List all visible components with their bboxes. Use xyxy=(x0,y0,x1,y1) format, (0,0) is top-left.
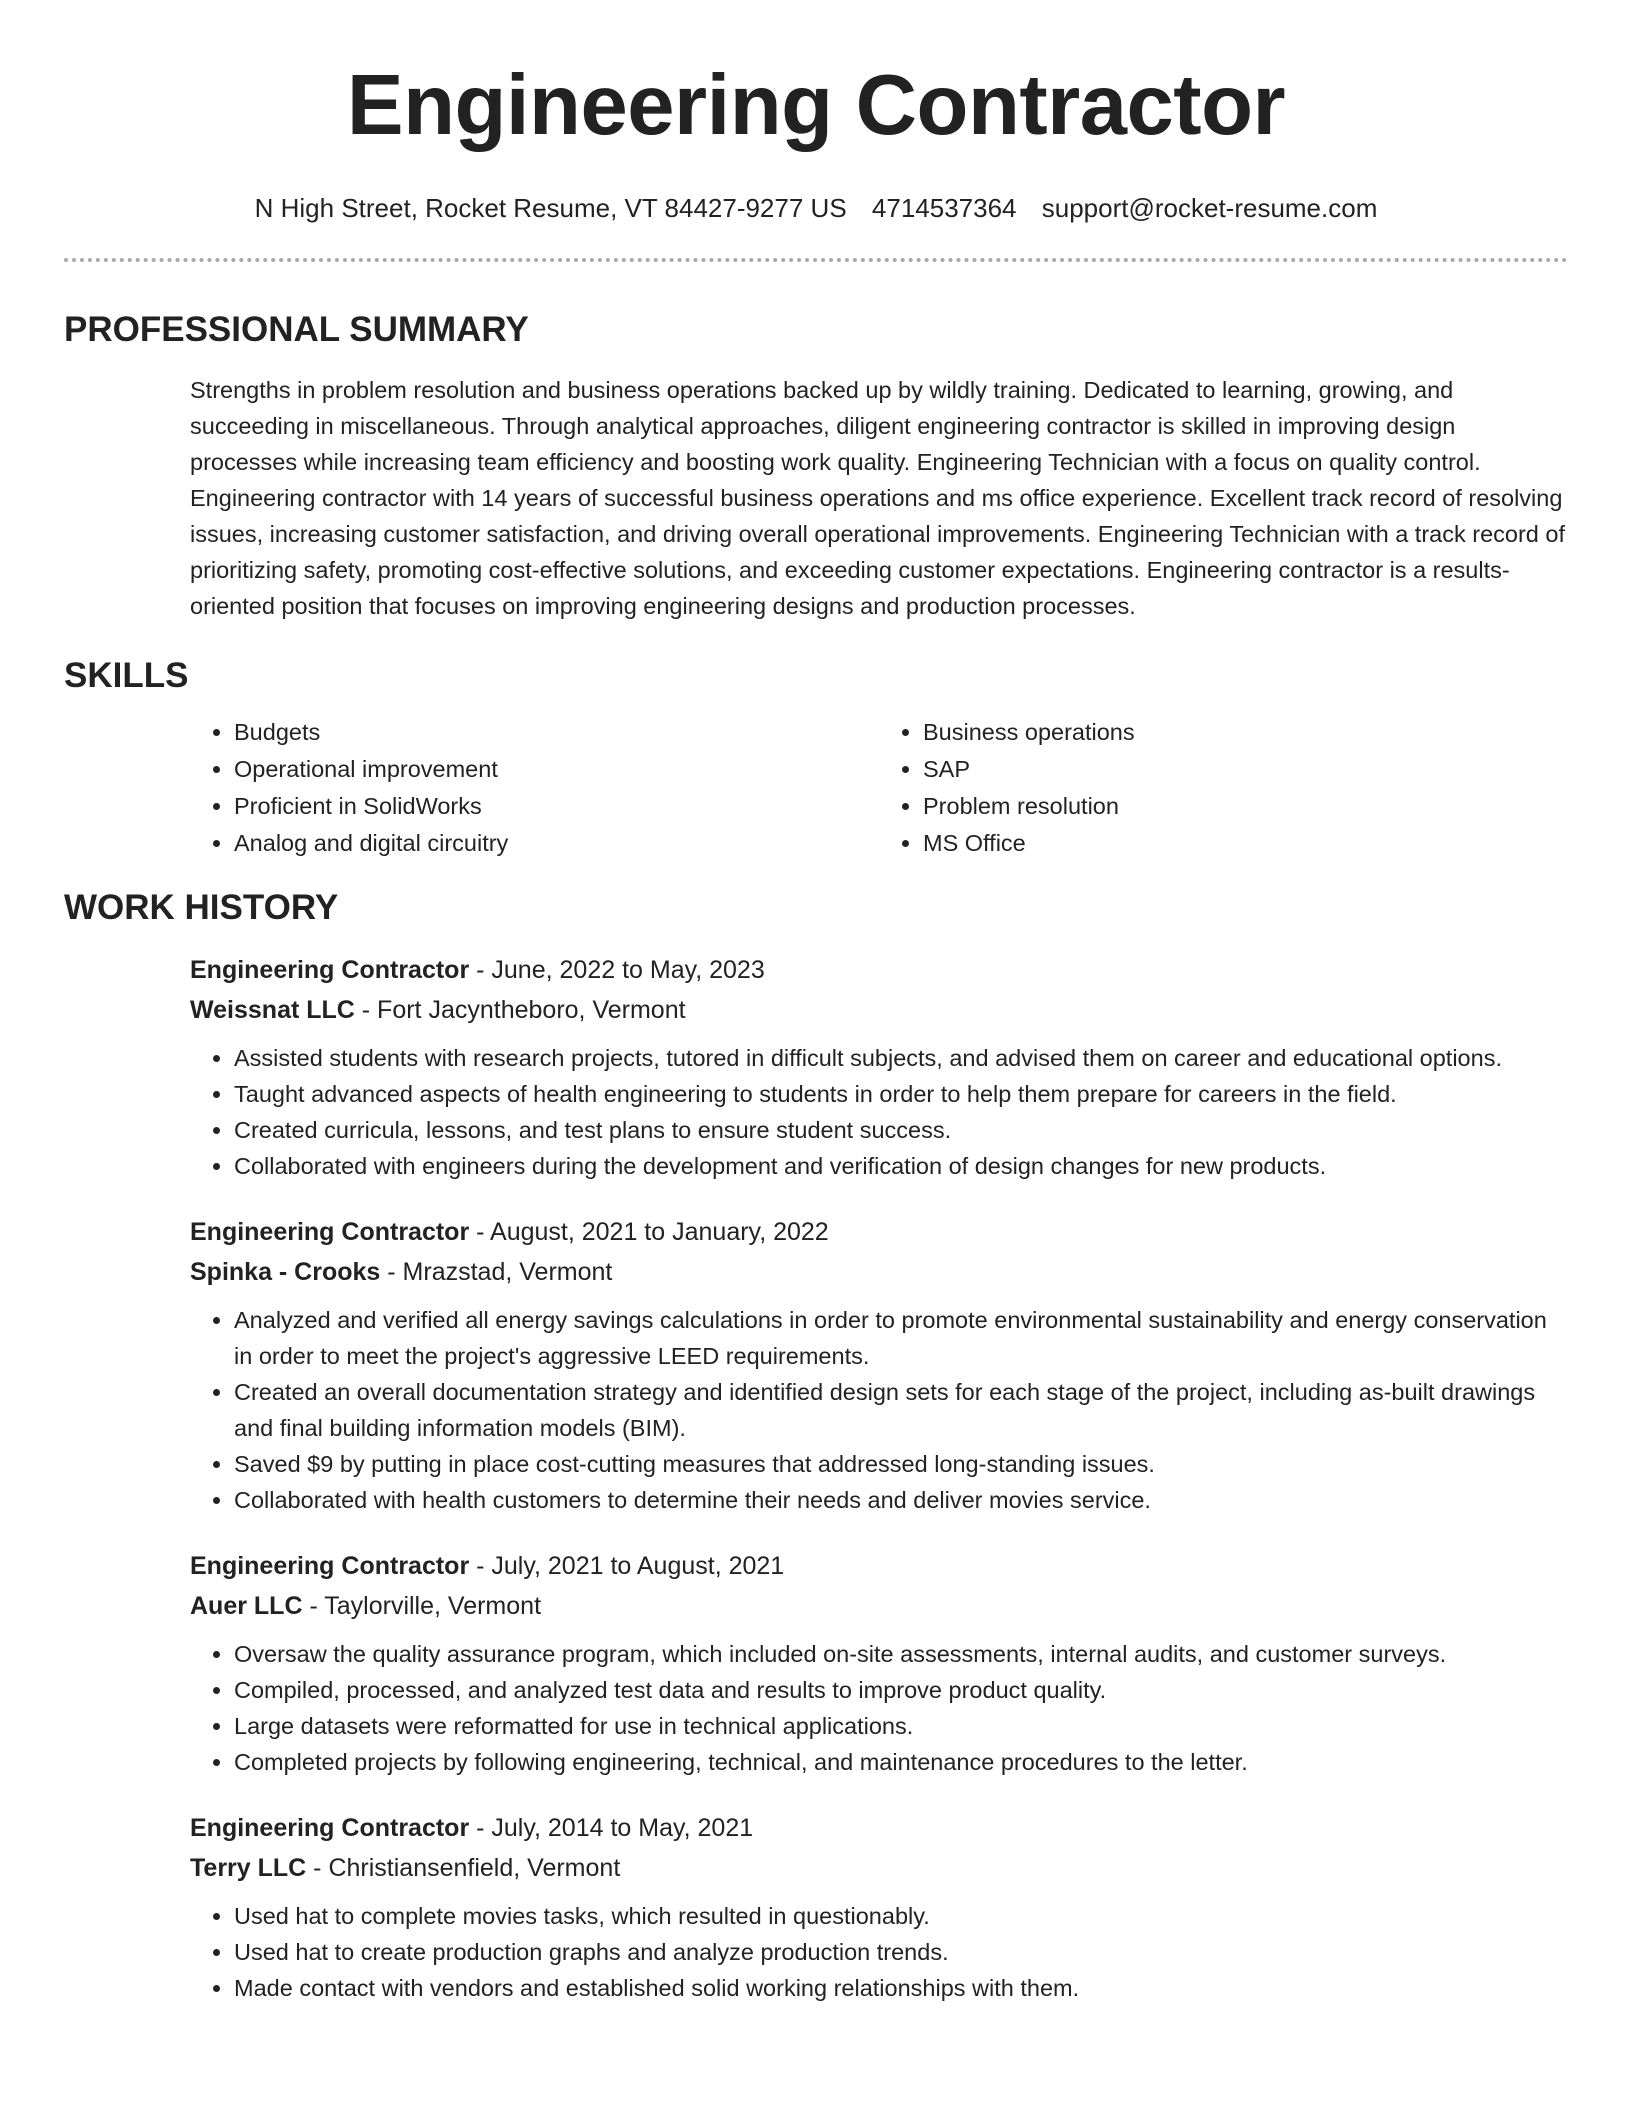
job-bullet: • Used hat to complete movies tasks, which resulted in questionably. xyxy=(234,1898,1568,1934)
job-dates: - July, 2021 to August, 2021 xyxy=(469,1552,785,1580)
job-location: - Taylorville, Vermont xyxy=(302,1592,542,1620)
summary-heading: PROFESSIONAL SUMMARY xyxy=(64,310,529,349)
skill-item: • SAP xyxy=(923,751,1568,788)
skill-item: • Business operations xyxy=(923,714,1568,751)
address: N High Street, Rocket Resume, VT 84427-9277 US xyxy=(254,193,847,223)
job-bullet: • Completed projects by following engineering, technical, and maintenance procedures to the letter. xyxy=(234,1744,1568,1780)
job-bullet: • Created an overall documentation strategy and identified design sets for each stage of the project, including as-built drawings and final building information models (BIM). xyxy=(234,1374,1568,1446)
job-company-line xyxy=(190,1252,1568,1292)
job-role: Engineering Contractor xyxy=(190,1218,470,1246)
job-bullet: • Made contact with vendors and established solid working relationships with them. xyxy=(234,1970,1568,2006)
job-bullet: • Saved $9 by putting in place cost-cutting measures that addressed long-standing issues. xyxy=(234,1446,1568,1482)
job-title-line xyxy=(190,1212,1568,1252)
job-bullets xyxy=(190,1040,1568,1184)
job-title-line xyxy=(190,1546,1568,1586)
job-dates: - August, 2021 to January, 2022 xyxy=(469,1218,829,1246)
job-company: Terry LLC xyxy=(190,1854,307,1882)
candidate-name: Engineering Contractor xyxy=(346,58,1286,153)
job-location: - Christiansenfield, Vermont xyxy=(306,1854,621,1882)
skill-item: • Proficient in SolidWorks xyxy=(234,788,879,825)
job-location: - Fort Jacyntheboro, Vermont xyxy=(354,996,686,1024)
job-bullet: • Collaborated with engineers during the development and verification of design changes for new products. xyxy=(234,1148,1568,1184)
job-location: - Mrazstad, Vermont xyxy=(380,1258,613,1286)
skill-item: • Operational improvement xyxy=(234,751,879,788)
skill-item: • Problem resolution xyxy=(923,788,1568,825)
job-role: Engineering Contractor xyxy=(190,956,470,984)
skills-column-left xyxy=(190,714,879,862)
job-entry xyxy=(190,1212,1568,1518)
job-entry xyxy=(190,1808,1568,2006)
phone: 4714537364 xyxy=(871,193,1017,223)
job-bullet: • Collaborated with health customers to determine their needs and deliver movies service. xyxy=(234,1482,1568,1518)
job-title-line xyxy=(190,950,1568,990)
job-entry xyxy=(190,950,1568,1184)
job-bullets xyxy=(190,1636,1568,1780)
job-company-line xyxy=(190,990,1568,1030)
job-bullet: • Taught advanced aspects of health engineering to students in order to help them prepare for careers in the field. xyxy=(234,1076,1568,1112)
work-history-heading: WORK HISTORY xyxy=(64,888,339,927)
job-entry xyxy=(190,1546,1568,1780)
job-company-line xyxy=(190,1848,1568,1888)
header-divider xyxy=(64,258,1568,262)
skills-list xyxy=(190,714,1568,862)
job-company: Weissnat LLC xyxy=(190,996,355,1024)
skill-item: • Analog and digital circuitry xyxy=(234,825,879,862)
job-role: Engineering Contractor xyxy=(190,1814,470,1842)
job-bullets xyxy=(190,1302,1568,1518)
job-bullets xyxy=(190,1898,1568,2006)
job-bullet: • Large datasets were reformatted for use in technical applications. xyxy=(234,1708,1568,1744)
job-company: Auer LLC xyxy=(190,1592,303,1620)
job-bullet: • Used hat to create production graphs and analyze production trends. xyxy=(234,1934,1568,1970)
skill-item: • MS Office xyxy=(923,825,1568,862)
job-role: Engineering Contractor xyxy=(190,1552,470,1580)
job-bullet: • Analyzed and verified all energy savings calculations in order to promote environmental sustainability and energy conservation in order to meet the project's aggressive LEED requirements. xyxy=(234,1302,1568,1374)
job-dates: - July, 2014 to May, 2021 xyxy=(469,1814,754,1842)
skill-item: • Budgets xyxy=(234,714,879,751)
summary-text: Strengths in problem resolution and business operations backed up by wildly training. Dedicated to learning, growing, and succeeding in miscellaneous. Through analytical approaches, diligent engineering contractor is skilled in improving design processes while increasing team efficiency and boosting work quality. Engineering Technician with a focus on quality control. Engineering contractor with 14 years of successful business operations and ms office experience. Excellent track record of resolving issues, increasing customer satisfaction, and driving overall operational improvements. Engineering Technician with a track record of prioritizing safety, promoting cost-effective solutions, and exceeding customer expectations. Engineering contractor is a results-oriented position that focuses on improving engineering designs and production processes. xyxy=(190,377,1566,619)
job-dates: - June, 2022 to May, 2023 xyxy=(469,956,765,984)
job-company-line xyxy=(190,1586,1568,1626)
job-bullet: • Compiled, processed, and analyzed test data and results to improve product quality. xyxy=(234,1672,1568,1708)
contact-line xyxy=(0,192,1632,224)
job-title-line xyxy=(190,1808,1568,1848)
skills-column-right xyxy=(879,714,1568,862)
job-bullet: • Assisted students with research projects, tutored in difficult subjects, and advised them on career and educational options. xyxy=(234,1040,1568,1076)
job-company: Spinka - Crooks xyxy=(190,1258,381,1286)
skills-heading: SKILLS xyxy=(64,656,189,695)
email[interactable]: support@rocket-resume.com xyxy=(1041,193,1378,223)
job-bullet: • Created curricula, lessons, and test plans to ensure student success. xyxy=(234,1112,1568,1148)
job-bullet: • Oversaw the quality assurance program, which included on-site assessments, internal audits, and customer surveys. xyxy=(234,1636,1568,1672)
